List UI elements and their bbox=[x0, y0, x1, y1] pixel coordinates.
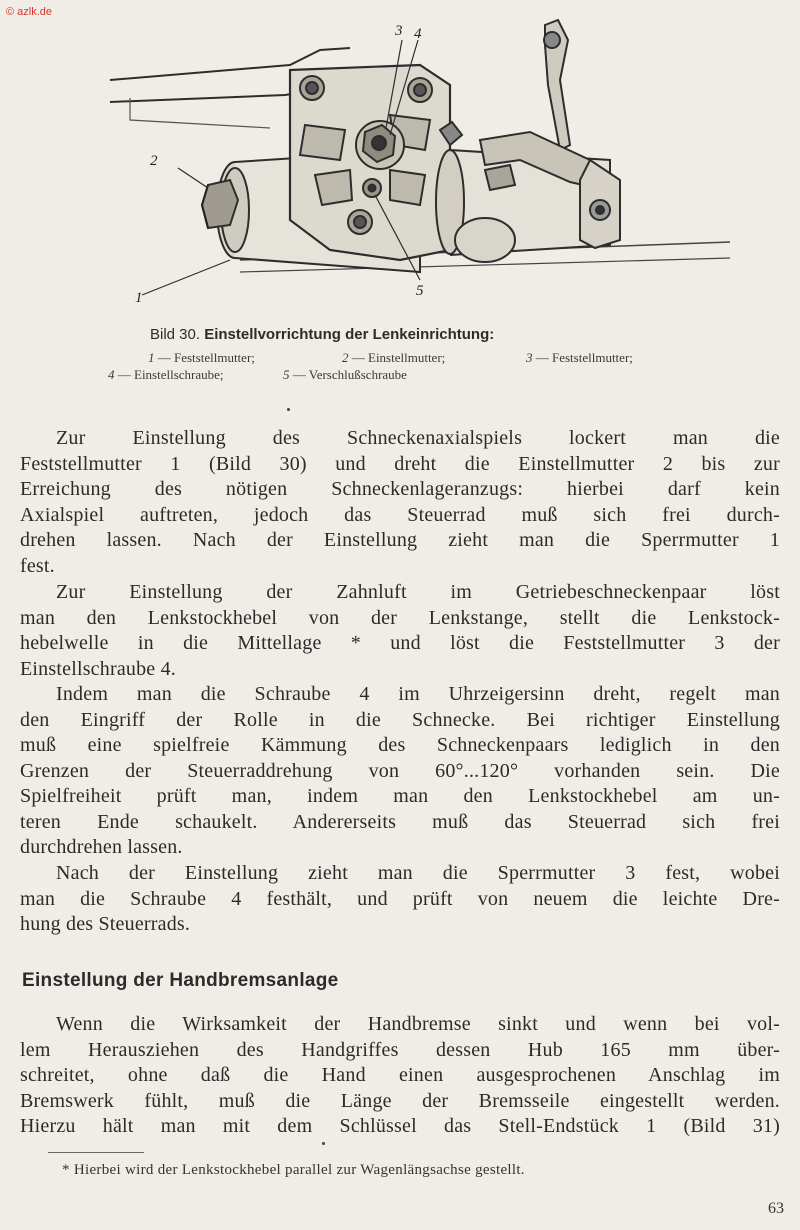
text-line: Axialspiel auftreten, jedoch das Steuerrad muß sich frei durch- bbox=[20, 503, 780, 526]
text-line: Bremswerk fühlt, muß die Länge der Bremsseile eingestellt werden. bbox=[20, 1089, 780, 1112]
text-line: Spielfreiheit prüft man, indem man den Lenkstockhebel am un- bbox=[20, 785, 780, 807]
text-line: fest. bbox=[20, 554, 55, 577]
legend-item: 2 — Einstellmutter; bbox=[342, 350, 446, 365]
figure-caption bbox=[150, 326, 494, 343]
print-dot bbox=[287, 408, 290, 411]
caption-title-text: Einstellvorrichtung der Lenkeinrichtung: bbox=[204, 326, 495, 343]
text-line: hung des Steuerrads. bbox=[20, 913, 191, 935]
callout-1: 1 bbox=[135, 290, 143, 306]
paragraph bbox=[20, 861, 780, 938]
text-line: Feststellmutter 1 (Bild 30) und dreht die Einstellmutter 2 bis zur bbox=[20, 452, 780, 475]
text-line: Erreichung des nötigen Schneckenlageranzugs: hierbei darf kein bbox=[20, 478, 780, 500]
footnote: * Hierbei wird der Lenkstockhebel parallel zur Wagenlängsachse gestellt. bbox=[62, 1162, 525, 1178]
text-line: hebelwelle in die Mittellage * und löst die Feststellmutter 3 der bbox=[20, 632, 780, 654]
callout-5: 5 bbox=[416, 283, 424, 299]
page-number: 63 bbox=[768, 1200, 784, 1217]
print-dot bbox=[322, 1142, 325, 1145]
legend-item: 1 — Feststellmutter; bbox=[148, 350, 255, 365]
callout-4: 4 bbox=[414, 26, 422, 42]
text-line: teren Ende schaukelt. Andererseits muß das Steuerrad sich frei bbox=[20, 810, 780, 833]
callout-3: 3 bbox=[395, 23, 403, 39]
paragraph bbox=[20, 682, 780, 861]
text-line: lem Herausziehen des Handgriffes dessen Hub 165 mm über- bbox=[20, 1038, 780, 1061]
steering-gear-illustration bbox=[90, 10, 730, 315]
paragraph bbox=[20, 426, 780, 579]
paragraph bbox=[20, 1012, 780, 1140]
text-line: schreitet, ohne daß die Hand einen ausgesprochenen Anschlag im bbox=[20, 1064, 780, 1086]
paragraph bbox=[20, 580, 780, 682]
text-line: Grenzen der Steuerraddrehung von 60°...120° vorhanden sein. Die bbox=[20, 759, 780, 782]
text-line: drehen lassen. Nach der Einstellung zieht man die Sperrmutter 1 bbox=[20, 529, 780, 551]
text-line: Hierzu hält man mit dem Schlüssel das Stell-Endstück 1 (Bild 31) bbox=[20, 1115, 780, 1137]
text-line: Indem man die Schraube 4 im Uhrzeigersinn dreht, regelt man bbox=[56, 683, 780, 705]
text-line: Nach der Einstellung zieht man die Sperrmutter 3 fest, wobei bbox=[56, 862, 780, 884]
legend-item: 3 — Feststellmutter; bbox=[526, 350, 633, 365]
text-line: Zur Einstellung des Schneckenaxialspiels lockert man die bbox=[56, 427, 780, 449]
legend-item: 4 — Einstellschraube; bbox=[108, 367, 224, 382]
text-line: man die Schraube 4 festhält, und prüft von neuem die leichte Dre- bbox=[20, 887, 780, 910]
text-line: Wenn die Wirksamkeit der Handbremse sinkt und wenn bei vol- bbox=[56, 1013, 780, 1035]
callout-2: 2 bbox=[150, 153, 158, 169]
caption-label: Bild 30. bbox=[150, 326, 201, 343]
text-line: muß eine spielfreie Kämmung des Schneckenpaars lediglich in den bbox=[20, 734, 780, 756]
text-line: durchdrehen lassen. bbox=[20, 836, 183, 858]
text-line: Zur Einstellung der Zahnluft im Getriebeschneckenpaar löst bbox=[56, 581, 780, 603]
footnote-rule bbox=[48, 1152, 144, 1153]
text-line: Einstellschraube 4. bbox=[20, 657, 176, 680]
text-line: den Eingriff der Rolle in die Schnecke. Bei richtiger Einstellung bbox=[20, 708, 780, 731]
section-heading: Einstellung der Handbremsanlage bbox=[22, 970, 339, 991]
watermark: © azlk.de bbox=[6, 6, 53, 18]
text-line: man den Lenkstockhebel von der Lenkstange, stellt die Lenkstock- bbox=[20, 606, 780, 629]
legend-item: 5 — Verschlußschraube bbox=[283, 367, 407, 382]
